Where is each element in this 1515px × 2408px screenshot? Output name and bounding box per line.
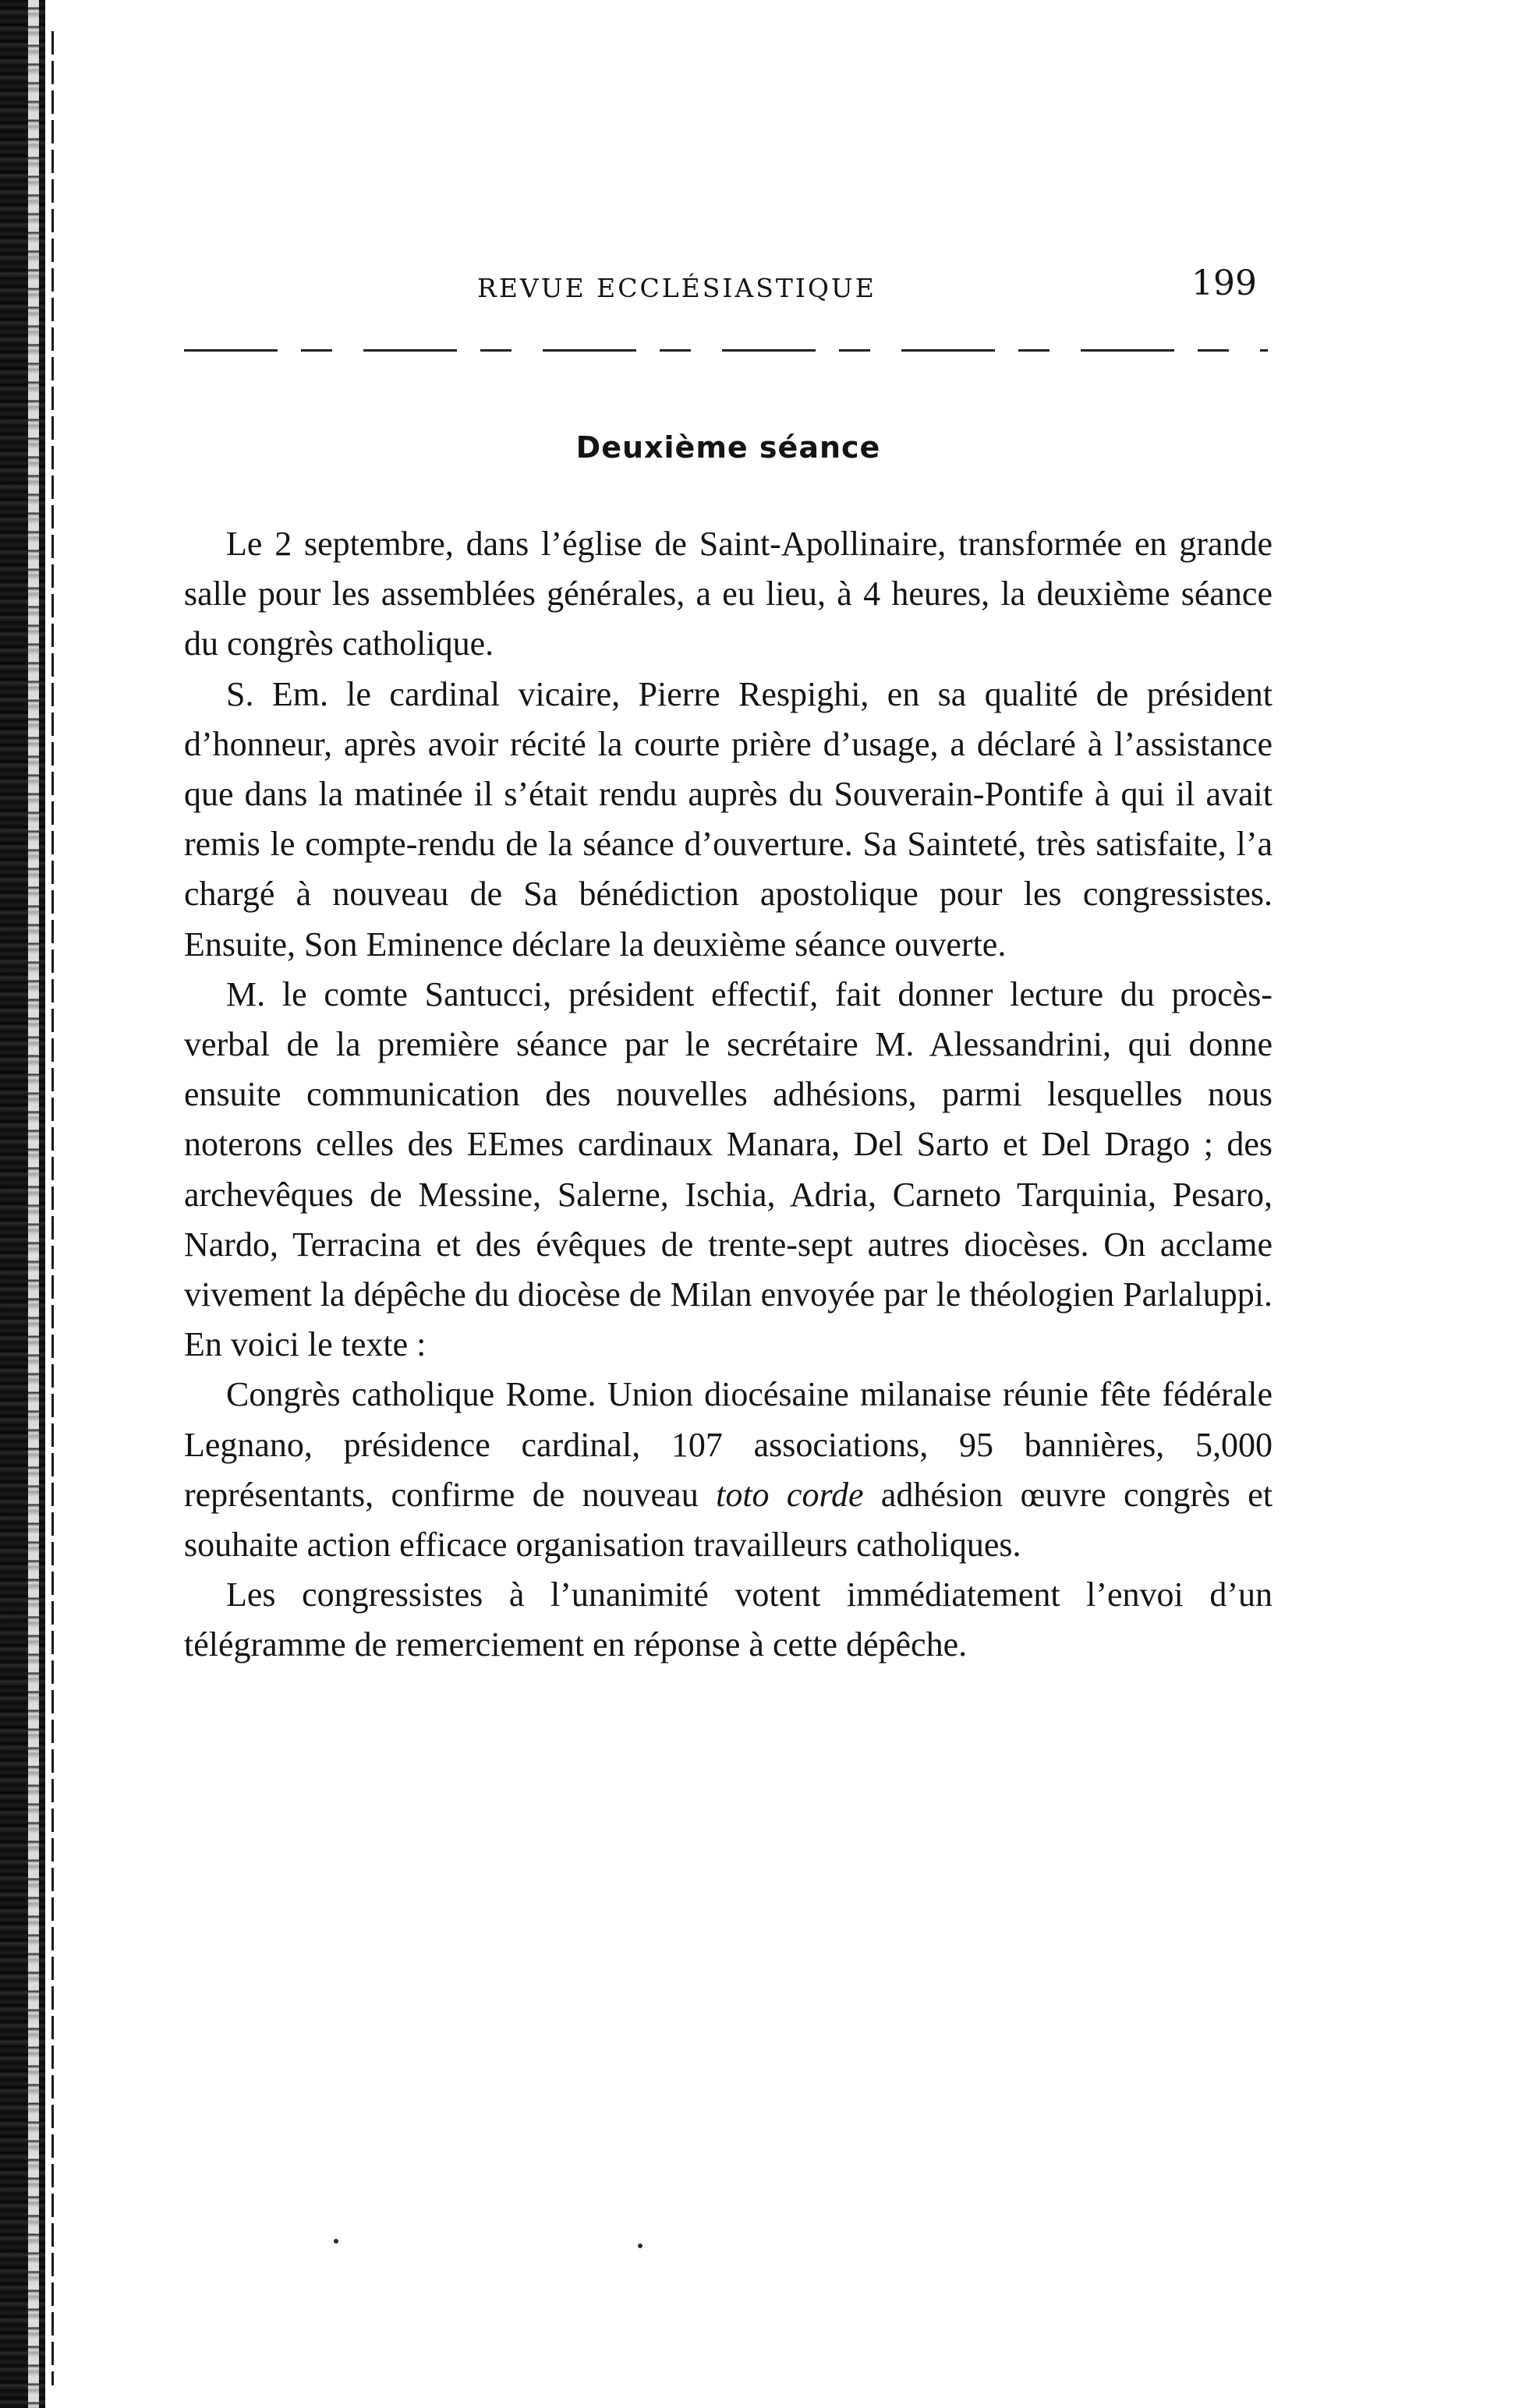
running-title: REVUE ECCLÉSIASTIQUE (477, 273, 876, 303)
scan-speck (334, 2239, 338, 2244)
page-number: 199 (1191, 263, 1257, 303)
book-page (184, 257, 1273, 1664)
section-heading: Deuxième séance (575, 430, 881, 465)
running-head (184, 257, 1273, 320)
scan-speck (638, 2244, 642, 2248)
telegram-text-end: adhésion œuvre congrès et souhaite action efficace organisation travailleurs catholiques. (184, 1475, 1273, 1565)
telegram-text-start: Congrès catholique Rome. Union diocésaine milanaise réunie fête fédérale Legnano, présidence cardinal, 107 associations, 95 bannières, 5,000 représentants, confirme de nouveau (184, 1375, 1273, 1514)
paragraph: S. Em. le cardinal vicaire, Pierre Respighi, en sa qualité de président d’honneur, après avoir récité la courte prière d’usage, a déclaré à l’assistance que dans la matinée il s’était rendu auprès du Souverain-Pontife à qui il avait remis le compte-rendu de la séance d’ouverture. Sa Sainteté, très satisfaite, l’a chargé à nouveau de Sa bénédiction apostolique pour les congressistes. Ensuite, Son Eminence déclare la deuxième séance ouverte. (184, 674, 1273, 964)
paragraph: Les congressistes à l’unanimité votent immédiatement l’envoi d’un télégramme de remerciement en réponse à cette dépêche. (184, 1575, 1273, 1664)
scan-binding-edge (0, 0, 45, 2408)
paragraph: M. le comte Santucci, président effectif, fait donner lecture du procès-verbal de la première séance par le secrétaire M. Alessandrini, qui donne ensuite communication des nouvelles adhésions, parmi lesquelles nous noterons celles des EEmes cardinaux Manara, Del Sarto et Del Drago ; des archevêques de Messine, Salerne, Ischia, Adria, Carneto Tarquinia, Pesaro, Nardo, Terracina et des évêques de trente-sept autres diocèses. On acclame vivement la dépêche du diocèse de Milan envoyée par le théologien Parlaluppi. En voici le texte : (184, 974, 1273, 1364)
scan-margin-line (51, 31, 54, 2385)
header-rule (184, 349, 1268, 352)
latin-phrase: toto corde (716, 1475, 864, 1514)
paragraph-telegram (184, 1370, 1273, 1570)
paragraph: Le 2 septembre, dans l’église de Saint-Apollinaire, transformée en grande salle pour les assemblées générales, a eu lieu, à 4 heures, la deuxième séance du congrès catholique. (184, 525, 1273, 663)
body-text (184, 519, 1273, 1671)
